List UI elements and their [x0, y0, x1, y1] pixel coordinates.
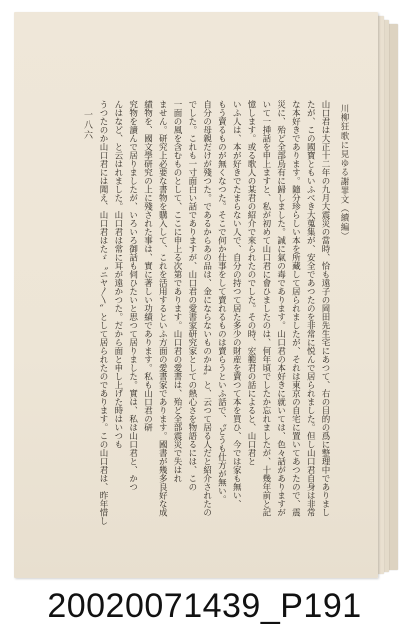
running-head: 川柳狂歌に見ゆる謝罪文（續編） — [339, 104, 349, 241]
text-column: もう賣るものが無くなつた。そこで何か仕事をして賣れるものは賣らうといふ話で、〝どうも仕方が無い。 — [216, 100, 227, 504]
text-column: いふ人は、本が好きでたまらない人で、自分の持つて居た多少の財産を賣つて本を買ひ、今では家も無い、 — [231, 100, 242, 508]
text-column: 憶します。或る歌人の某君の紹介で來られたのでした。その時、宏範君の話によると、山口君と — [246, 100, 257, 466]
text-column: 一面の風を含むものとして、ここに申上る次第であります。山口君の愛書は、殆ど全部震災で失はれ — [172, 100, 183, 483]
text-column: うつたのか山口君には聞え、山口君はたゞ〝ニヤ〳〵〟として居られたのであります。この山口君は、昨年惜し — [98, 100, 109, 525]
text-column: いて一挿話を申上ますと、私が初めて山口君に會ひましたのは、何年頃でしたか忘れましたが、十幾年前と記 — [260, 100, 271, 517]
text-column: たが、この國寶ともいふべき大蒐集が、安全であつたのを非常に悦んで居られました。但し山口君自身は非常 — [305, 100, 316, 517]
text-column: ません。研究上必要な書物を購入して、これを活用するといふ方面の愛書家であります。國書が幾多良好な成 — [157, 100, 168, 517]
text-column: 山口君は大正十二年の九月大震災の當時、恰も遠子の岡田先生宅にあつて、右の目的の爲に整理中でありまし — [320, 100, 330, 517]
text-column: 災に、殆ど全部烏有に歸しました。誠に氣の毒であります。山口君の本好きに就いては、色々話がありますが — [275, 100, 286, 517]
text-column: でした。これも一寸面白い話でありますが、山口君の愛書家研究家としての熱心さを物語るには、この — [186, 100, 197, 491]
catalog-caption: 20020071439_P191 — [47, 587, 362, 625]
text-column: 自分の母親だけが殘つた。であるからあの品は、金にならないものかね〟と、云つて居る人だと紹介されたの — [201, 100, 212, 517]
page-number: 一八六 — [82, 110, 92, 140]
text-column: な本好きであります。隨分珍らしい本を所藏して居られましたが、それは東京の自宅に置いてあつたので、震 — [290, 100, 301, 517]
body-text — [94, 100, 332, 534]
text-column: 究物を讀んで居りましたが、いろいろ御話も伺ひたいと思つて居りました。實は、私は山口君と、かつ — [127, 100, 138, 491]
text-column: んはなど、と云はれました。山口君は常に耳が遠かつた。だから面と申し上げた時はいつも — [112, 100, 123, 449]
text-column: 績物を、國文學研究の上に殘された事は、實に著しい功績であります。私も山口君の研 — [142, 100, 153, 432]
